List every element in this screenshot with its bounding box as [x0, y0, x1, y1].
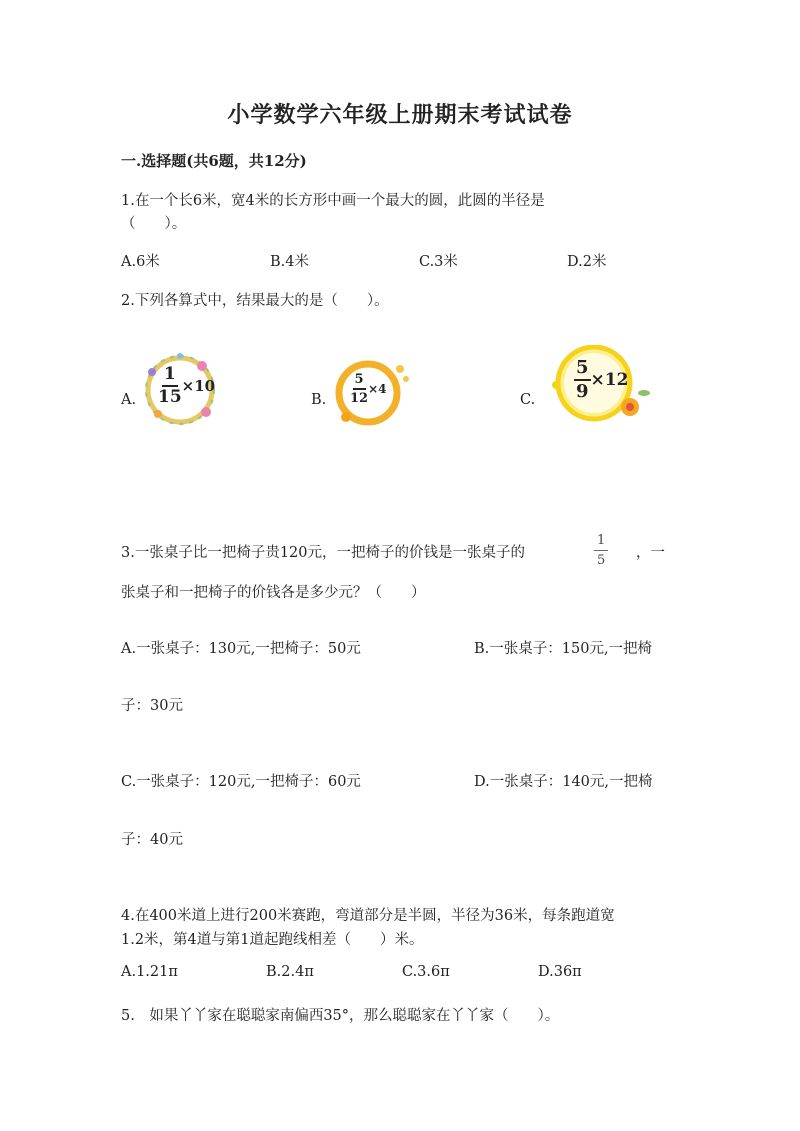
q3-option-b-line1: B.一张桌子：150元,一把椅 [474, 641, 653, 657]
q3-option-d-line1: D.一张桌子：140元,一把椅 [474, 774, 653, 790]
q2-a-denominator: 15 [158, 387, 182, 407]
q3-option-b-line2: 子：30元 [121, 698, 183, 714]
q4-stem-line1: 4.在400米道上进行200米赛跑，弯道部分是半圆，半径为36米，每条跑道宽 [121, 908, 615, 924]
q2-b-denominator: 12 [350, 391, 369, 406]
q2-c-multiplier: ×12 [590, 370, 629, 390]
q1-option-b: B.4米 [270, 254, 309, 270]
q3-stem-line1-tail: ，一 [636, 545, 665, 561]
q2-label-c: C. [520, 392, 536, 408]
q4-stem-line2: 1.2米，第4道与第1道起跑线相差（ ）米。 [121, 932, 424, 948]
q1-option-d: D.2米 [567, 254, 607, 270]
q1-stem-line1: 1.在一个长6米，宽4米的长方形中画一个最大的圆，此圆的半径是 [121, 193, 545, 209]
q3-option-c: C.一张桌子：120元,一把椅子：60元 [121, 774, 361, 790]
q2-option-a-badge [140, 352, 224, 428]
q4-option-c: C.3.6π [402, 964, 450, 980]
q2-a-multiplier: ×10 [181, 377, 216, 395]
q2-option-c-badge [546, 345, 656, 427]
q4-option-b: B.2.4π [266, 964, 314, 980]
q3-fraction-denominator: 5 [597, 553, 606, 568]
q3-stem-line1: 3.一张桌子比一把椅子贵120元，一把椅子的价钱是一张桌子的 [121, 545, 526, 561]
q1-option-a: A.6米 [121, 254, 160, 270]
q2-stem: 2.下列各算式中，结果最大的是（ ）。 [121, 293, 389, 309]
q2-option-b-badge [326, 357, 416, 427]
q1-option-c: C.3米 [419, 254, 458, 270]
q2-c-denominator: 9 [576, 381, 589, 402]
q2-a-numerator: 1 [162, 366, 178, 387]
section-heading: 一.选择题(共6题，共12分) [121, 152, 307, 170]
q5-stem: 5. 如果丫丫家在聪聪家南偏西35°，那么聪聪家在丫丫家（ ）。 [121, 1008, 560, 1024]
q3-stem-line2: 张桌子和一把椅子的价钱各是多少元？（ ） [121, 585, 426, 601]
page-title: 小学数学六年级上册期末考试试卷 [227, 102, 573, 128]
q3-fraction [594, 534, 608, 567]
q3-fraction-numerator: 1 [594, 534, 608, 551]
q1-stem-line2: （ ）。 [121, 216, 187, 232]
q2-c-numerator: 5 [574, 359, 591, 381]
q2-label-b: B. [311, 392, 327, 408]
q2-b-numerator: 5 [353, 373, 366, 390]
q4-option-d: D.36π [538, 964, 582, 980]
q3-option-a: A.一张桌子：130元,一把椅子：50元 [121, 641, 361, 657]
q4-option-a: A.1.21π [121, 964, 178, 980]
q3-option-d-line2: 子：40元 [121, 832, 183, 848]
q2-b-multiplier: ×4 [368, 382, 387, 396]
q2-label-a: A. [121, 392, 137, 408]
